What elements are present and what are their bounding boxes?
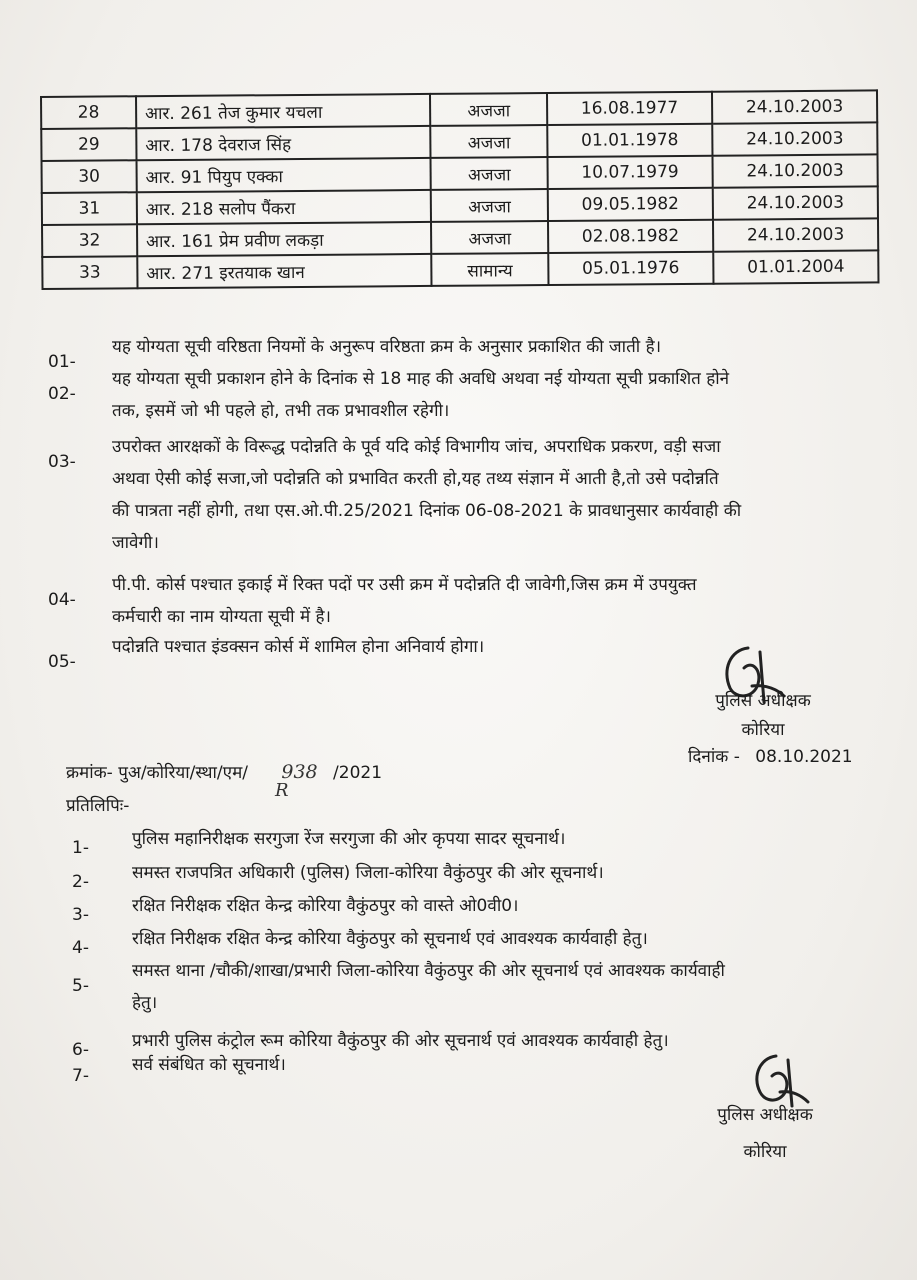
table-row bbox=[42, 250, 878, 289]
note-number: 02- bbox=[48, 384, 76, 404]
reference-mark: R bbox=[275, 780, 289, 801]
serial-number-cell: 31 bbox=[42, 192, 137, 225]
note-text-line: यह योग्यता सूची वरिष्ठता नियमों के अनुरूप वरिष्ठता क्रम के अनुसार प्रकाशित की जाती है। bbox=[112, 337, 662, 357]
merit-list-table bbox=[40, 89, 879, 290]
signature-2-district: कोरिया bbox=[743, 1142, 787, 1162]
copy-text-line: रक्षित निरीक्षक रक्षित केन्द्र कोरिया वैकुंठपुर को सूचनार्थ एवं आवश्यक कार्यवाही हेतु। bbox=[132, 929, 648, 949]
name-cell: आर. 218 सलोप पैंकरा bbox=[137, 190, 432, 224]
joining-date-cell: 24.10.2003 bbox=[712, 154, 877, 187]
category-cell: सामान्य bbox=[432, 253, 549, 286]
name-cell: आर. 91 पियुप एक्का bbox=[136, 158, 431, 192]
reference-prefix: क्रमांक- पुअ/कोरिया/स्था/एम/ bbox=[66, 763, 248, 783]
note-text-line: तक, इसमें जो भी पहले हो, तभी तक प्रभावशील रहेगी। bbox=[112, 401, 450, 421]
copy-text-line: समस्त थाना /चौकी/शाखा/प्रभारी जिला-कोरिया वैकुंठपुर की ओर सूचनार्थ एवं आवश्यक कार्यवाही bbox=[132, 961, 725, 981]
name-cell: आर. 161 प्रेम प्रवीण लकड़ा bbox=[137, 222, 432, 256]
note-number: 01- bbox=[48, 352, 76, 372]
birth-date-cell: 02.08.1982 bbox=[548, 220, 713, 253]
signature-1-designation: पुलिस अधीक्षक bbox=[715, 691, 811, 711]
note-text-line: की पात्रता नहीं होगी, तथा एस.ओ.पी.25/2021 दिनांक 06-08-2021 के प्रावधानुसार कार्यवाही की bbox=[112, 501, 742, 521]
category-cell: अजजा bbox=[431, 189, 548, 222]
joining-date-cell: 24.10.2003 bbox=[712, 90, 877, 123]
note-text-line: उपरोक्त आरक्षकों के विरूद्ध पदोन्नति के पूर्व यदि कोई विभागीय जांच, अपराधिक प्रकरण, वड़ी सजा bbox=[112, 437, 721, 457]
joining-date-cell: 01.01.2004 bbox=[713, 250, 878, 283]
note-number: 03- bbox=[48, 452, 76, 472]
date-label: दिनांक - bbox=[688, 747, 740, 767]
note-text-line: जावेगी। bbox=[112, 533, 159, 553]
copy-text-line: समस्त राजपत्रित अधिकारी (पुलिस) जिला-कोरिया वैकुंठपुर की ओर सूचनार्थ। bbox=[132, 863, 604, 883]
reference-suffix: /2021 bbox=[333, 763, 383, 783]
copy-text-line: सर्व संबंधित को सूचनार्थ। bbox=[132, 1055, 286, 1075]
note-text-line: पी.पी. कोर्स पश्चात इकाई में रिक्त पदों पर उसी क्रम में पदोन्नति दी जावेगी,जिस क्रम में उपयुक्त bbox=[112, 575, 697, 595]
birth-date-cell: 09.05.1982 bbox=[548, 188, 713, 221]
note-text-line: पदोन्नति पश्चात इंडक्सन कोर्स में शामिल होना अनिवार्य होगा। bbox=[112, 637, 485, 657]
copy-number: 7- bbox=[72, 1066, 89, 1086]
copy-number: 2- bbox=[72, 872, 89, 892]
serial-number-cell: 32 bbox=[42, 224, 137, 257]
date-value: 08.10.2021 bbox=[755, 747, 853, 767]
reference-line bbox=[66, 760, 382, 783]
date-line bbox=[688, 744, 853, 767]
name-cell: आर. 261 तेज कुमार यचला bbox=[136, 94, 431, 128]
birth-date-cell: 05.01.1976 bbox=[548, 252, 713, 285]
category-cell: अजजा bbox=[431, 125, 548, 158]
note-number: 05- bbox=[48, 652, 76, 672]
serial-number-cell: 30 bbox=[42, 160, 137, 193]
birth-date-cell: 16.08.1977 bbox=[547, 92, 712, 125]
serial-number-cell: 33 bbox=[42, 256, 137, 289]
copy-number: 4- bbox=[72, 938, 89, 958]
name-cell: आर. 178 देवराज सिंह bbox=[136, 126, 431, 160]
note-text-line: यह योग्यता सूची प्रकाशन होने के दिनांक से 18 माह की अवधि अथवा नई योग्यता सूची प्रकाशित होने bbox=[112, 369, 730, 389]
category-cell: अजजा bbox=[431, 221, 548, 254]
copy-number: 5- bbox=[72, 976, 89, 996]
serial-number-cell: 28 bbox=[41, 96, 136, 129]
name-cell: आर. 271 इरतयाक खान bbox=[137, 254, 432, 288]
category-cell: अजजा bbox=[430, 93, 547, 126]
birth-date-cell: 10.07.1979 bbox=[547, 156, 712, 189]
birth-date-cell: 01.01.1978 bbox=[547, 124, 712, 157]
signature-2-block bbox=[700, 1102, 830, 1162]
copy-text-line: हेतु। bbox=[132, 993, 158, 1013]
copy-number: 6- bbox=[72, 1040, 89, 1060]
signature-1-district: कोरिया bbox=[741, 720, 785, 740]
copy-number: 1- bbox=[72, 838, 89, 858]
note-text-line: अथवा ऐसी कोई सजा,जो पदोन्नति को प्रभावित करती हो,यह तथ्य संज्ञान में आती है,तो उसे पदोन्नति bbox=[112, 469, 719, 489]
note-number: 04- bbox=[48, 590, 76, 610]
signature-2-designation: पुलिस अधीक्षक bbox=[717, 1105, 813, 1125]
joining-date-cell: 24.10.2003 bbox=[712, 122, 877, 155]
note-text-line: कर्मचारी का नाम योग्यता सूची में है। bbox=[112, 607, 331, 627]
copy-text-line: पुलिस महानिरीक्षक सरगुजा रेंज सरगुजा की ओर कृपया सादर सूचनार्थ। bbox=[132, 829, 566, 849]
joining-date-cell: 24.10.2003 bbox=[713, 186, 878, 219]
joining-date-cell: 24.10.2003 bbox=[713, 218, 878, 251]
copy-label: प्रतिलिपिः- bbox=[66, 796, 130, 816]
copy-text-line: रक्षित निरीक्षक रक्षित केन्द्र कोरिया वैकुंठपुर को वास्ते ओ0वी0। bbox=[132, 896, 519, 916]
signature-1-block bbox=[698, 688, 828, 740]
serial-number-cell: 29 bbox=[41, 128, 136, 161]
copy-text-line: प्रभारी पुलिस कंट्रोल रूम कोरिया वैकुंठपुर की ओर सूचनार्थ एवं आवश्यक कार्यवाही हेतु। bbox=[132, 1031, 669, 1051]
category-cell: अजजा bbox=[431, 157, 548, 190]
copy-number: 3- bbox=[72, 905, 89, 925]
reference-handwritten-number: 938 bbox=[281, 761, 318, 783]
